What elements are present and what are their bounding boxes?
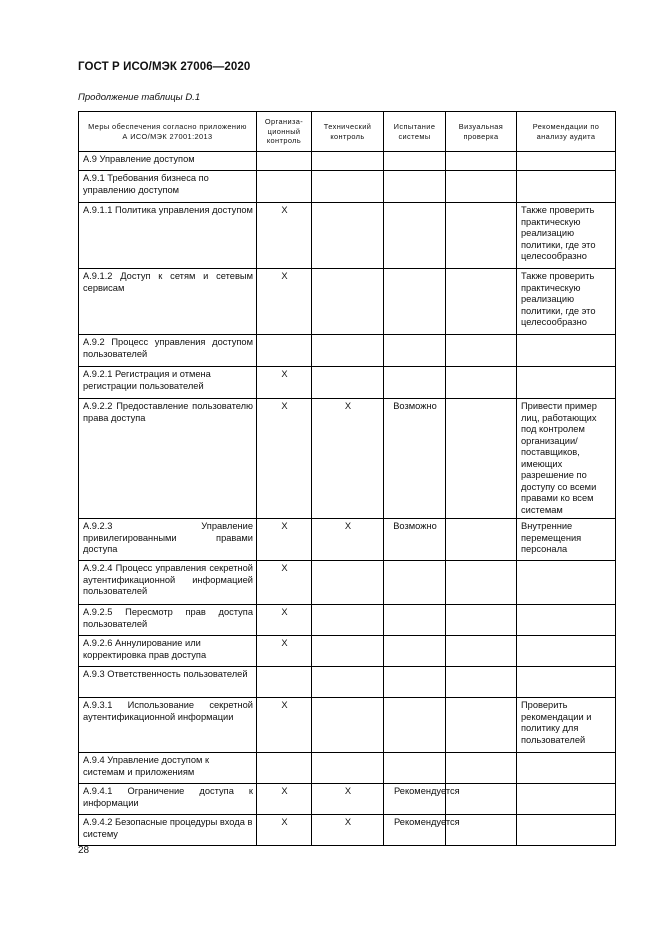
table-row <box>79 399 616 519</box>
org-cell <box>257 667 312 698</box>
recommend-cell: Также проверить практическую реализацию политики, где это целесообразно <box>517 203 616 269</box>
tech-cell <box>312 667 384 698</box>
recommend-cell <box>517 784 616 815</box>
measure-cell: А.9 Управление доступом <box>79 152 257 171</box>
org-cell <box>257 152 312 171</box>
visual-cell <box>446 152 517 171</box>
measure-cell: А.9.3 Ответственность пользователей <box>79 667 257 698</box>
measure-cell: А.9.2.2 Предоставление пользователю права доступа <box>79 399 257 519</box>
recommend-cell <box>517 367 616 399</box>
org-cell: Х <box>257 698 312 753</box>
measure-cell: А.9.1.2 Доступ к сетям и сетевым сервисам <box>79 269 257 335</box>
test-cell: Рекомендуется <box>384 784 446 815</box>
recommend-cell <box>517 815 616 846</box>
test-cell <box>384 636 446 667</box>
header-org-control: Организа-ционный контроль <box>257 112 312 152</box>
measure-cell: А.9.4 Управление доступом к системам и приложениям <box>79 753 257 784</box>
table-row <box>79 753 616 784</box>
measure-cell: А.9.2.6 Аннулирование или корректировка прав доступа <box>79 636 257 667</box>
test-cell: Возможно <box>384 399 446 519</box>
org-cell <box>257 171 312 203</box>
table-row <box>79 698 616 753</box>
test-cell <box>384 367 446 399</box>
table-row <box>79 561 616 605</box>
org-cell: Х <box>257 399 312 519</box>
org-cell: Х <box>257 367 312 399</box>
table-row <box>79 784 616 815</box>
recommend-cell: Привести пример лиц, работающих под контролем организации/ поставщиков, имеющих разрешение по доступу со всеми правами ко всем системам <box>517 399 616 519</box>
measure-cell: А.9.4.1 Ограничение доступа к информации <box>79 784 257 815</box>
recommend-cell <box>517 667 616 698</box>
visual-cell <box>446 519 517 561</box>
header-audit-recommendations: Рекомендации по анализу аудита <box>517 112 616 152</box>
test-cell <box>384 605 446 636</box>
table-row <box>79 152 616 171</box>
table-row <box>79 171 616 203</box>
test-cell <box>384 698 446 753</box>
recommend-cell: Также проверить практическую реализацию политики, где это целесообразно <box>517 269 616 335</box>
visual-cell <box>446 269 517 335</box>
tech-cell <box>312 753 384 784</box>
org-cell: Х <box>257 636 312 667</box>
recommend-cell <box>517 171 616 203</box>
tech-cell <box>312 636 384 667</box>
org-cell: Х <box>257 203 312 269</box>
test-cell <box>384 667 446 698</box>
measure-cell: А.9.2.4 Процесс управления секретной аутентификационной информацией пользователей <box>79 561 257 605</box>
test-cell <box>384 152 446 171</box>
visual-cell <box>446 367 517 399</box>
header-system-test: Испытание системы <box>384 112 446 152</box>
measure-cell: А.9.2.5 Пересмотр прав доступа пользователей <box>79 605 257 636</box>
table-row <box>79 335 616 367</box>
test-cell <box>384 269 446 335</box>
tech-cell <box>312 171 384 203</box>
recommend-cell <box>517 152 616 171</box>
tech-cell <box>312 152 384 171</box>
tech-cell <box>312 367 384 399</box>
table-row <box>79 203 616 269</box>
tech-cell <box>312 269 384 335</box>
recommend-cell <box>517 605 616 636</box>
tech-cell: Х <box>312 519 384 561</box>
visual-cell <box>446 605 517 636</box>
recommend-cell <box>517 636 616 667</box>
org-cell: Х <box>257 605 312 636</box>
tech-cell <box>312 203 384 269</box>
tech-cell <box>312 605 384 636</box>
visual-cell <box>446 667 517 698</box>
org-cell <box>257 335 312 367</box>
table-row <box>79 269 616 335</box>
org-cell: Х <box>257 784 312 815</box>
test-cell: Рекомендуется <box>384 815 446 846</box>
measure-cell: А.9.2 Процесс управления доступом пользователей <box>79 335 257 367</box>
visual-cell <box>446 335 517 367</box>
org-cell: Х <box>257 519 312 561</box>
test-cell <box>384 561 446 605</box>
visual-cell <box>446 203 517 269</box>
test-cell <box>384 753 446 784</box>
header-tech-control: Технический контроль <box>312 112 384 152</box>
org-cell: Х <box>257 269 312 335</box>
org-cell: Х <box>257 815 312 846</box>
measure-cell: А.9.1 Требования бизнеса по управлению доступом <box>79 171 257 203</box>
visual-cell <box>446 171 517 203</box>
test-cell <box>384 203 446 269</box>
visual-cell <box>446 636 517 667</box>
visual-cell <box>446 561 517 605</box>
visual-cell <box>446 399 517 519</box>
table-row <box>79 667 616 698</box>
test-cell <box>384 171 446 203</box>
table-row <box>79 519 616 561</box>
table-row <box>79 605 616 636</box>
tech-cell <box>312 335 384 367</box>
table-row <box>79 636 616 667</box>
recommend-cell <box>517 335 616 367</box>
table-header-row <box>79 112 616 152</box>
tech-cell <box>312 698 384 753</box>
header-visual-check: Визуальная проверка <box>446 112 517 152</box>
visual-cell <box>446 753 517 784</box>
org-cell: Х <box>257 561 312 605</box>
recommend-cell <box>517 561 616 605</box>
recommend-cell: Внутренние перемещения персонала <box>517 519 616 561</box>
document-header: ГОСТ Р ИСО/МЭК 27006—2020 <box>78 61 251 73</box>
tech-cell <box>312 561 384 605</box>
tech-cell: Х <box>312 815 384 846</box>
measure-cell: А.9.3.1 Использование секретной аутентификационной информации <box>79 698 257 753</box>
test-cell: Возможно <box>384 519 446 561</box>
visual-cell <box>446 698 517 753</box>
org-cell <box>257 753 312 784</box>
table-caption: Продолжение таблицы D.1 <box>78 92 201 103</box>
tech-cell: Х <box>312 399 384 519</box>
recommend-cell: Проверить рекомендации и политику для пользователей <box>517 698 616 753</box>
test-cell <box>384 335 446 367</box>
measure-cell: А.9.2.3 Управление привилегированными правами доступа <box>79 519 257 561</box>
header-measures: Меры обеспечения согласно приложению А ИСО/МЭК 27001:2013 <box>79 112 257 152</box>
table-row <box>79 815 616 846</box>
measure-cell: А.9.2.1 Регистрация и отмена регистрации пользователей <box>79 367 257 399</box>
tech-cell: Х <box>312 784 384 815</box>
recommend-cell <box>517 753 616 784</box>
page-number: 28 <box>78 845 90 856</box>
table-row <box>79 367 616 399</box>
measure-cell: А.9.4.2 Безопасные процедуры входа в систему <box>79 815 257 846</box>
measure-cell: А.9.1.1 Политика управления доступом <box>79 203 257 269</box>
controls-table <box>78 111 616 846</box>
